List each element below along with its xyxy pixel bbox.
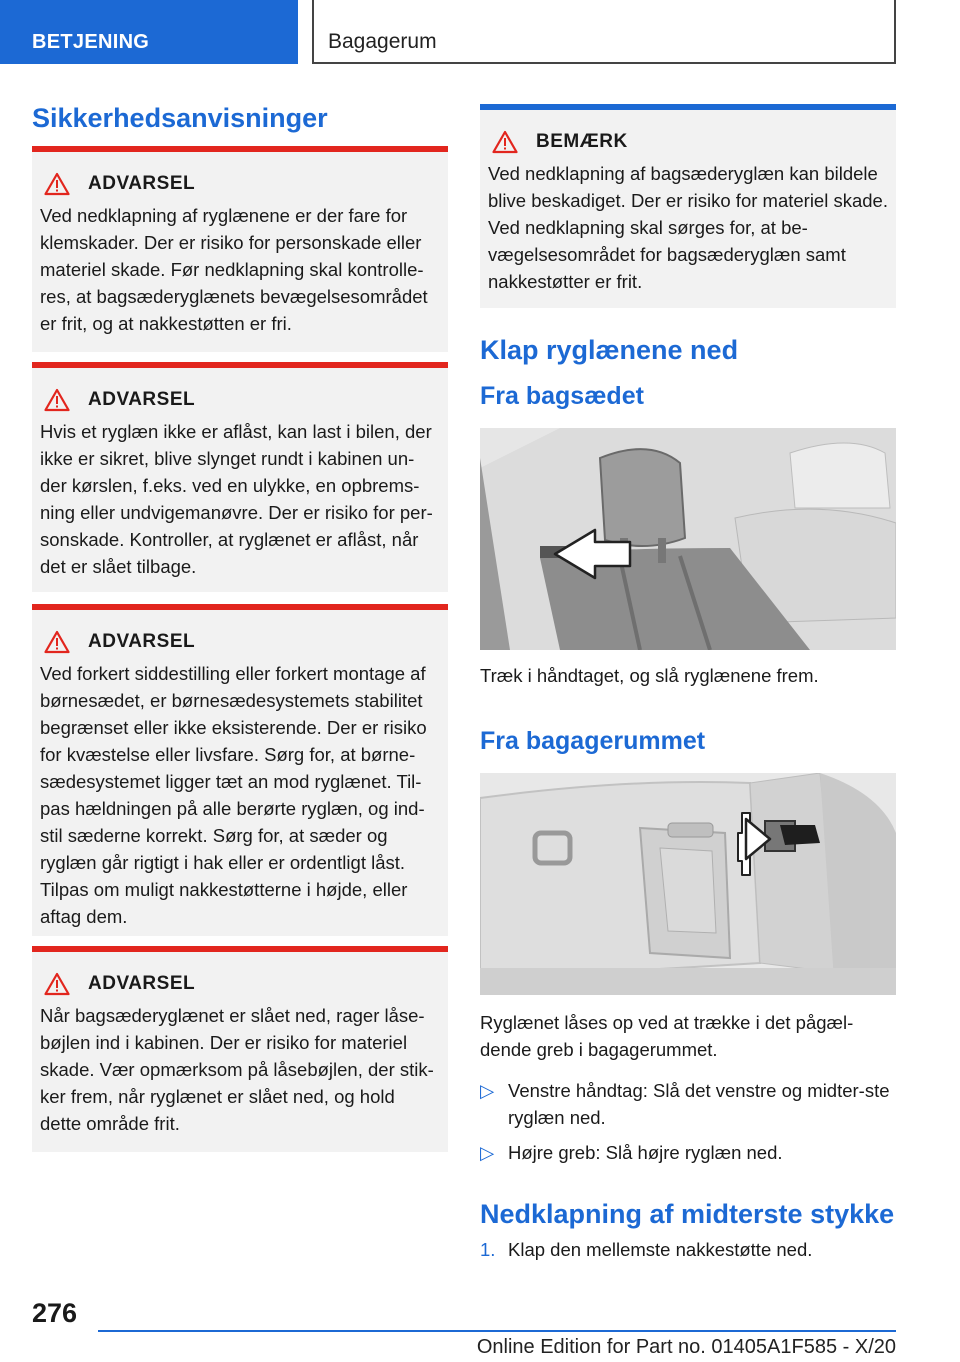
caution-triangle-icon: [492, 130, 518, 154]
step-list: [480, 1236, 896, 1263]
warning-text: Ved forkert siddestilling eller forkert montage af børnesædet, er børnesædesystemets stabilitet begrænset eller ikke eksisterende. Der er risiko for kvæstelse eller livsfare. Sørg for, at børne-sædesystemet ligger tæt an mod ryglænet. Til-pas hældningen på alle berørte ryglæn, og ind-stil sæderne korrekt. Sørg for, at sæder og ryglæn går rigtigt i hak eller er ordentligt låst. Tilpas om muligt nakkestøtterne i højde, eller aftag dem.: [40, 663, 427, 927]
step-text: Klap den mellemste nakkestøtte ned.: [508, 1239, 813, 1260]
paragraph-rear-seat: Træk i håndtaget, og slå ryglænene frem.: [480, 665, 819, 686]
warning-title-text: ADVARSEL: [88, 973, 196, 994]
bullet-marker: ▷: [480, 1142, 495, 1163]
footer-edition: Online Edition for Part no. 01405A1F585 - X/20: [476, 1336, 896, 1358]
cargo-area-figure: [480, 773, 896, 995]
step-number: 1.: [480, 1239, 496, 1260]
procedure-heading: Klap ryglænene ned: [480, 335, 739, 365]
warning-box-3: [32, 604, 448, 936]
section-heading: Sikkerhedsanvisninger: [32, 103, 328, 133]
warning-title: [40, 630, 440, 654]
list-item-text: Venstre håndtag: Slå det venstre og midter-ste ryglæn ned.: [508, 1080, 890, 1128]
chapter-title: Bagagerum: [312, 0, 896, 64]
warning-triangle-icon: [44, 630, 70, 654]
middle-section-heading: Nedklapning af midterste stykke: [480, 1199, 895, 1229]
list-item: [480, 1077, 896, 1131]
warning-box-1: [32, 146, 448, 352]
paragraph-cargo: Ryglænet låses op ved at trække i det pågæl-dende greb i bagagerummet.: [480, 1012, 854, 1060]
warning-title-text: ADVARSEL: [88, 631, 196, 652]
list-item: [480, 1139, 896, 1166]
warning-text: Når bagsæderyglænet er slået ned, rager låse-bøjlen ind i kabinen. Der er risiko for materiel skade. Vær opmærksom på låsebøjlen, der stik-ker frem, når ryglænet er slået ned, og hold dette område frit.: [40, 1005, 434, 1134]
note-title: [488, 130, 888, 154]
warning-box-2: [32, 362, 448, 592]
right-column: [480, 104, 896, 1271]
warning-triangle-icon: [44, 172, 70, 196]
subheading-rear-seat: Fra bagsædet: [480, 382, 644, 410]
warning-title-text: ADVARSEL: [88, 389, 196, 410]
section-tab: BETJENING: [0, 0, 298, 64]
note-title-text: BEMÆRK: [536, 131, 628, 152]
warning-text: Hvis et ryglæn ikke er aflåst, kan last i bilen, der ikke er sikret, blive slynget rundt i kabinen un-der kørslen, f.eks. ved en ulykke, en opbrems-ning eller undvigemanøvre. Der er risiko for per-sonskade. Kontroller, at ryglænet er aflåst, når det er slået tilbage.: [40, 421, 433, 577]
cargo-area-illustration: [480, 773, 896, 995]
warning-triangle-icon: [44, 972, 70, 996]
warning-title: [40, 972, 440, 996]
warning-text: Ved nedklapning af ryglænene er der fare for klemskader. Der er risiko for personskade eller materiel skade. Før nedklapning skal kontrolle-res, at bagsæderyglænets bevægelsesområdet er frit, og at nakkestøtten er fri.: [40, 205, 428, 334]
warning-title: [40, 388, 440, 412]
warning-triangle-icon: [44, 388, 70, 412]
note-text: Ved nedklapning af bagsæderyglæn kan bildele blive beskadiget. Der er risiko for materiel skade. Ved nedklapning skal sørges for, at be-vægelsesområdet for bagsæderyglæn samt nakkestøtter er frit.: [488, 163, 888, 292]
rear-seat-figure: [480, 428, 896, 650]
warning-title-text: ADVARSEL: [88, 173, 196, 194]
note-box: [480, 104, 896, 308]
bullet-marker: ▷: [480, 1080, 495, 1101]
warning-box-4: [32, 946, 448, 1152]
rear-seat-illustration: [480, 428, 896, 650]
handle-list: [480, 1077, 896, 1166]
page-number: 276: [32, 1298, 78, 1328]
left-column: [32, 98, 448, 1152]
list-item: [480, 1236, 896, 1263]
list-item-text: Højre greb: Slå højre ryglæn ned.: [508, 1142, 783, 1163]
footer-divider: [98, 1330, 896, 1332]
warning-title: [40, 172, 440, 196]
subheading-cargo: Fra bagagerummet: [480, 727, 706, 755]
page-header: [0, 0, 960, 64]
